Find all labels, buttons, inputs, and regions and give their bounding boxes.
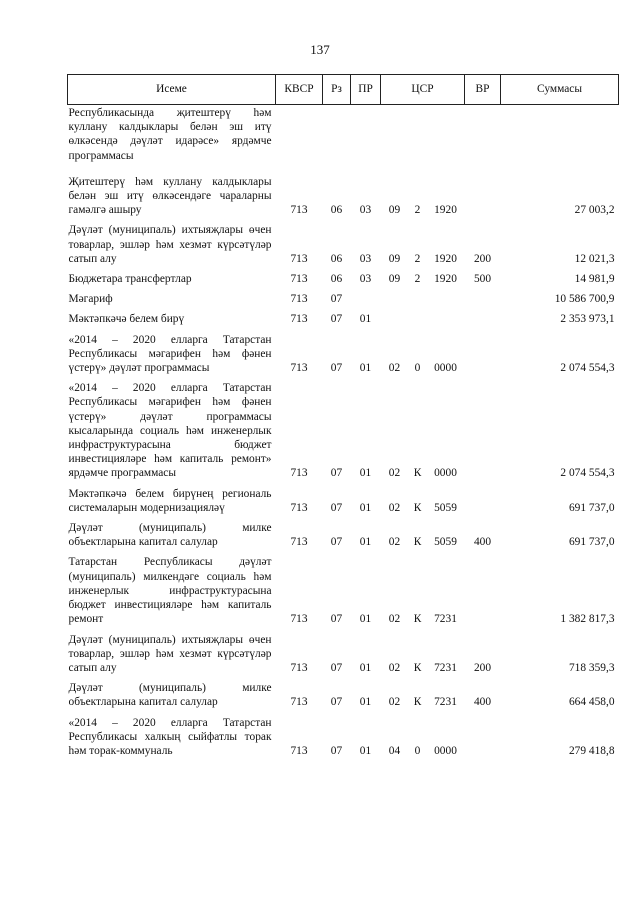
row-vr: 200 (473, 252, 492, 265)
row-csr-direction: 7231 (434, 613, 457, 626)
row-vr (465, 175, 501, 224)
row-name: Мәктәпкәчә белем бирү (68, 313, 185, 326)
row-kvsr: 713 (290, 536, 308, 549)
row-csr-direction: 7231 (434, 661, 457, 674)
row-csr-subprogram: 2 (414, 204, 421, 217)
row-pr (351, 292, 381, 312)
row-rz: 07 (330, 661, 343, 674)
row-csr-direction: 0000 (434, 467, 457, 480)
row-csr-program: 02 (388, 696, 401, 709)
table-row (68, 555, 619, 632)
row-pr: 01 (359, 362, 372, 375)
row-kvsr: 713 (290, 744, 308, 757)
row-pr: 01 (359, 536, 372, 549)
row-csr-subprogram: К (413, 661, 422, 674)
row-csr-direction: 0000 (434, 744, 457, 757)
row-name: Татарстан Республикасы дәүләт (муниципаль) милкендәге социаль һәм инженерлык инфраструктурасына бюджет инвестицияләре һәм капиталь ремонт (68, 556, 272, 626)
row-pr (351, 105, 381, 175)
row-csr-direction: 1920 (434, 252, 457, 265)
row-csr-direction (427, 105, 465, 175)
row-csr-direction (427, 292, 465, 312)
row-kvsr: 713 (290, 313, 308, 326)
row-sum: 10 586 700,9 (554, 293, 615, 306)
row-rz: 07 (330, 362, 343, 375)
header-rz: Рз (323, 75, 351, 105)
row-csr-direction: 7231 (434, 696, 457, 709)
row-csr-direction: 5059 (434, 501, 457, 514)
table-row (68, 272, 619, 292)
row-kvsr: 713 (290, 467, 308, 480)
row-pr: 01 (359, 744, 372, 757)
row-csr-direction: 1920 (434, 273, 457, 286)
row-csr-subprogram: К (413, 696, 422, 709)
row-name: Республикасында җитештерү һәм куллану калдыклары белән эш итү өлкәсендә дәүләт идарәсе» ярдәмче программасы (68, 107, 272, 162)
row-csr-program (381, 105, 409, 175)
table-row (68, 292, 619, 312)
row-kvsr: 713 (290, 273, 308, 286)
row-csr-program: 02 (388, 362, 401, 375)
header-csr: ЦСР (381, 75, 465, 105)
row-vr (465, 555, 501, 632)
row-csr-program: 04 (388, 744, 401, 757)
header-vr: ВР (465, 75, 501, 105)
table-row (68, 312, 619, 332)
row-csr-program: 02 (388, 501, 401, 514)
table-row (68, 333, 619, 382)
row-sum: 12 021,3 (574, 252, 615, 265)
row-csr-direction: 0000 (434, 362, 457, 375)
table-row (68, 381, 619, 486)
row-csr-subprogram (409, 292, 427, 312)
header-pr: ПР (351, 75, 381, 105)
row-sum (501, 105, 619, 175)
row-name: Дәүләт (муниципаль) милке объектларына капитал салулар (68, 522, 272, 549)
row-csr-subprogram: 2 (414, 273, 421, 286)
row-csr-program (381, 292, 409, 312)
row-name: Дәүләт (муниципаль) ихтыяҗлары өчен товарлар, эшләр һәм хезмәт күрсәтүләр сатып алу (68, 224, 272, 265)
row-csr-program: 09 (388, 204, 401, 217)
row-pr: 01 (359, 467, 372, 480)
table-row (68, 105, 619, 175)
row-sum: 2 353 973,1 (560, 313, 615, 326)
row-sum: 1 382 817,3 (560, 613, 615, 626)
row-pr: 03 (359, 252, 372, 265)
row-kvsr: 713 (290, 501, 308, 514)
row-name: «2014 – 2020 елларга Татарстан Республикасы мәгарифен һәм фәнен үстерү» дәүләт программасы кысаларында социаль һәм инженерлык инфраструктурасына бюджет инвестицияләре һәм капиталь ремонт» ярдәмче программасы (68, 382, 272, 480)
row-csr-direction: 5059 (434, 536, 457, 549)
header-kvsr: КВСР (276, 75, 323, 105)
row-csr-subprogram: 0 (414, 744, 421, 757)
row-sum: 14 981,9 (574, 273, 615, 286)
row-vr: 500 (473, 273, 492, 286)
row-kvsr: 713 (290, 252, 308, 265)
row-vr (465, 292, 501, 312)
header-sum: Суммасы (501, 75, 619, 105)
row-csr-subprogram: 2 (414, 252, 421, 265)
row-csr-subprogram: К (413, 536, 422, 549)
row-pr: 01 (359, 661, 372, 674)
table-header (68, 75, 619, 105)
row-csr-program: 02 (388, 467, 401, 480)
table-row (68, 487, 619, 521)
page-number: 137 (310, 42, 330, 57)
row-csr-subprogram: К (413, 613, 422, 626)
table-row (68, 681, 619, 715)
row-pr: 03 (359, 273, 372, 286)
row-rz: 07 (330, 696, 343, 709)
row-rz: 07 (330, 467, 343, 480)
row-rz: 07 (330, 501, 343, 514)
row-rz: 07 (330, 744, 343, 757)
row-vr (465, 105, 501, 175)
row-csr-program: 02 (388, 536, 401, 549)
row-sum: 2 074 554,3 (560, 467, 615, 480)
table-row (68, 633, 619, 682)
table-row (68, 175, 619, 224)
budget-table (67, 74, 619, 764)
row-pr: 01 (359, 613, 372, 626)
table-row (68, 716, 619, 765)
row-name: Мәктәпкәчә белем бирүнең региональ системаларын модернизацияләү (68, 487, 272, 514)
row-sum: 27 003,2 (574, 204, 615, 217)
row-kvsr: 713 (290, 293, 308, 306)
row-csr-direction: 1920 (434, 204, 457, 217)
row-kvsr (276, 105, 323, 175)
row-name: Бюджетара трансфертлар (68, 273, 192, 286)
row-rz: 06 (330, 204, 343, 217)
row-csr-program (381, 312, 409, 332)
row-name: Җитештерү һәм куллану калдыклары белән эш итү өлкәсендәге чараларны гамәлгә ашыру (68, 175, 272, 217)
row-sum: 691 737,0 (568, 536, 615, 549)
row-rz (323, 105, 351, 175)
table-body (68, 105, 619, 765)
row-rz: 07 (330, 613, 343, 626)
row-vr (465, 381, 501, 486)
row-vr: 400 (473, 536, 492, 549)
row-csr-program: 09 (388, 273, 401, 286)
row-name: Мәгариф (68, 293, 113, 306)
row-sum: 2 074 554,3 (560, 362, 615, 375)
table-row (68, 223, 619, 272)
header-name: Исеме (68, 75, 276, 105)
row-rz: 07 (330, 536, 343, 549)
row-kvsr: 713 (290, 696, 308, 709)
row-rz: 06 (330, 252, 343, 265)
row-sum: 691 737,0 (568, 501, 615, 514)
row-sum: 718 359,3 (568, 661, 615, 674)
row-kvsr: 713 (290, 204, 308, 217)
row-csr-subprogram: К (413, 467, 422, 480)
row-vr (465, 487, 501, 521)
row-csr-subprogram (409, 105, 427, 175)
row-rz: 07 (330, 313, 343, 326)
row-pr: 01 (359, 313, 372, 326)
row-sum: 279 418,8 (568, 744, 615, 757)
row-vr: 200 (473, 661, 492, 674)
row-name: Дәүләт (муниципаль) ихтыяҗлары өчен товарлар, эшләр һәм хезмәт күрсәтүләр сатып алу (68, 633, 272, 674)
table-row (68, 521, 619, 555)
row-kvsr: 713 (290, 613, 308, 626)
row-sum: 664 458,0 (568, 696, 615, 709)
row-pr: 01 (359, 501, 372, 514)
row-name: «2014 – 2020 елларга Татарстан Республикасы мәгарифен һәм фәнен үстерү» дәүләт программасы (68, 333, 272, 375)
row-csr-program: 02 (388, 613, 401, 626)
row-csr-program: 02 (388, 661, 401, 674)
row-pr: 01 (359, 696, 372, 709)
row-csr-subprogram (409, 312, 427, 332)
row-name: Дәүләт (муниципаль) милке объектларына капитал салулар (68, 682, 272, 709)
row-vr (465, 333, 501, 382)
row-kvsr: 713 (290, 362, 308, 375)
row-vr (465, 716, 501, 765)
row-pr: 03 (359, 204, 372, 217)
row-vr (465, 312, 501, 332)
row-vr: 400 (473, 696, 492, 709)
row-kvsr: 713 (290, 661, 308, 674)
row-name: «2014 – 2020 елларга Татарстан Республикасы халкың сыйфатлы торак һәм торак-коммуналь (68, 716, 272, 757)
row-csr-program: 09 (388, 252, 401, 265)
row-rz: 06 (330, 273, 343, 286)
row-csr-subprogram: К (413, 501, 422, 514)
row-csr-subprogram: 0 (414, 362, 421, 375)
row-rz: 07 (330, 293, 343, 306)
row-csr-direction (427, 312, 465, 332)
